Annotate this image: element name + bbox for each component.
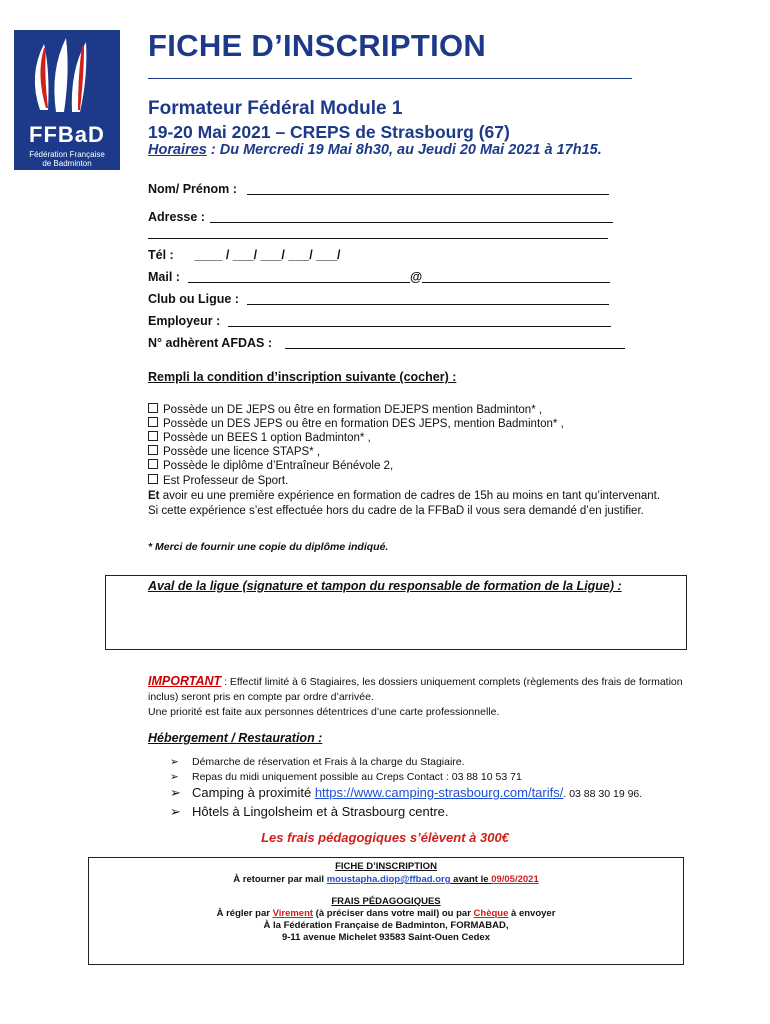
experience-text: avoir eu une première expérience en formation de cadres de 15h au moins en tant qu’intervenant. Si cette expérience s’est effectuée hors du cadre de la FFBaD il vous sera demandé d’en justifier. (148, 490, 661, 517)
experience-requirement (148, 489, 668, 519)
list-item-text: Hôtels à Lingolsheim et à Strasbourg centre. (192, 804, 449, 819)
mail-at-sign: @ (410, 270, 423, 284)
footer-payment-line (88, 908, 684, 919)
date-place: 19-20 Mai 2021 – CREPS de Strasbourg (67) (148, 122, 510, 142)
diploma-note: * Merci de fournir une copie du diplôme indiqué. (148, 541, 389, 553)
club-field-line[interactable] (247, 304, 609, 305)
fees-statement: Les frais pédagogiques s’élèvent à 300€ (261, 830, 509, 845)
mail-field-label: Mail : (148, 270, 180, 284)
logo-line2: de Badminton (42, 159, 92, 168)
list-item (170, 771, 522, 783)
feather-icon (14, 30, 120, 120)
list-item-camping (170, 785, 642, 801)
page-title: FICHE D’INSCRIPTION (148, 28, 487, 63)
address-field-line-2[interactable] (148, 238, 608, 239)
camping-label: Camping à proximité (192, 785, 315, 800)
footer-title-text: FICHE D’INSCRIPTION (335, 861, 437, 872)
condition-dejeps[interactable] (148, 403, 542, 416)
footer-return-mid: avant le (450, 874, 492, 885)
address-field-line-1[interactable] (210, 222, 613, 223)
footer-pay-suffix: à envoyer (508, 908, 556, 919)
name-field-label: Nom/ Prénom : (148, 182, 237, 196)
logo-line1: Fédération Française (29, 150, 105, 159)
mail-user-line[interactable] (188, 282, 410, 283)
condition-prof-sport[interactable] (148, 474, 288, 487)
logo-abbr: FFBaD (29, 122, 105, 147)
condition-label: Possède un BEES 1 option Badminton* , (163, 432, 371, 444)
footer-address-line1: À la Fédération Française de Badminton, FORMABAD, (263, 920, 509, 931)
name-field-line[interactable] (247, 194, 609, 195)
conditions-title: Rempli la condition d’inscription suivante (cocher) : (148, 370, 457, 384)
employer-field-line[interactable] (228, 326, 611, 327)
schedule-label: Horaires (148, 142, 207, 158)
tel-field[interactable]: Tél : ____ / ___/ ___/ ___/ ___/ (148, 248, 341, 262)
title-divider (148, 78, 632, 79)
club-field-label: Club ou Ligue : (148, 292, 239, 306)
arrow-bullet-icon: ➢ (170, 771, 179, 783)
ffbad-logo (14, 30, 120, 170)
league-approval-label: Aval de la ligue (signature et tampon du responsable de formation de la Ligue) : (148, 579, 622, 593)
important-text: : Effectif limité à 6 Stagiaires, les dossiers uniquement complets (règlements des frais de formation inclus) seront pris en compte par ordre d’arrivée. (148, 676, 683, 703)
footer-email-link[interactable]: moustapha.diop@ffbad.org (326, 874, 451, 885)
footer-pay-mid: (à préciser dans votre mail) ou par (313, 908, 474, 919)
list-item-text: Démarche de réservation et Frais à la charge du Stagiaire. (192, 756, 465, 768)
footer-pay-prefix: À régler par (216, 908, 273, 919)
arrow-bullet-icon: ➢ (170, 756, 179, 768)
important-label: IMPORTANT (148, 674, 222, 688)
condition-label: Possède un DES JEPS ou être en formation DES JEPS, mention Badminton* , (163, 418, 564, 430)
camping-link[interactable]: https://www.camping-strasbourg.com/tarifs/ (314, 785, 564, 800)
schedule-text: : Du Mercredi 19 Mai 8h30, au Jeudi 20 Mai 2021 à 17h15. (206, 142, 602, 158)
checkbox[interactable] (148, 431, 158, 441)
footer-cheque: Chèque (473, 908, 509, 919)
checkbox[interactable] (148, 459, 158, 469)
accommodation-title: Hébergement / Restauration : (148, 731, 323, 745)
footer-return-prefix: À retourner par mail (233, 874, 327, 885)
condition-eb2[interactable] (148, 459, 393, 472)
condition-label: Possède un DE JEPS ou être en formation DEJEPS mention Badminton* , (163, 404, 543, 416)
list-item-text: Repas du midi uniquement possible au Creps Contact : 03 88 10 53 71 (192, 771, 522, 783)
condition-staps[interactable] (148, 445, 320, 458)
employer-field-label: Employeur : (148, 314, 221, 328)
arrow-bullet-icon: ➢ (170, 785, 181, 800)
footer-virement: Virement (272, 908, 314, 919)
list-item (170, 756, 465, 768)
checkbox[interactable] (148, 445, 158, 455)
mail-domain-line[interactable] (422, 282, 610, 283)
list-item (170, 804, 449, 820)
camping-phone: . 03 88 30 19 96. (563, 788, 643, 800)
important-priority: Une priorité est faite aux personnes détentrices d’une carte professionnelle. (148, 706, 500, 718)
footer-fees-title (88, 896, 684, 907)
checkbox[interactable] (148, 417, 158, 427)
experience-bold: Et (148, 490, 160, 502)
checkbox[interactable] (148, 474, 158, 484)
footer-deadline: 09/05/2021 (491, 874, 539, 885)
condition-label: Possède le diplôme d’Entraîneur Bénévole 2, (163, 460, 394, 472)
logo-fullname (14, 150, 120, 168)
condition-label: Est Professeur de Sport. (163, 475, 289, 487)
address-field-label: Adresse : (148, 210, 205, 224)
afdas-field-line[interactable] (285, 348, 625, 349)
footer-fees-title-text: FRAIS PÉDAGOGIQUES (331, 896, 441, 907)
condition-label: Possède une licence STAPS* , (163, 446, 321, 458)
footer-title (88, 861, 684, 872)
afdas-field-label: N° adhèrent AFDAS : (148, 336, 272, 350)
schedule (148, 142, 602, 158)
condition-desjeps[interactable] (148, 417, 564, 430)
arrow-bullet-icon: ➢ (170, 804, 181, 819)
footer-address-line2: 9-11 avenue Michelet 93583 Saint-Ouen Cedex (281, 932, 491, 943)
important-notice (148, 674, 688, 720)
course-title: Formateur Fédéral Module 1 (148, 98, 403, 119)
condition-bees1[interactable] (148, 431, 371, 444)
footer-return-line (88, 874, 684, 885)
checkbox[interactable] (148, 403, 158, 413)
